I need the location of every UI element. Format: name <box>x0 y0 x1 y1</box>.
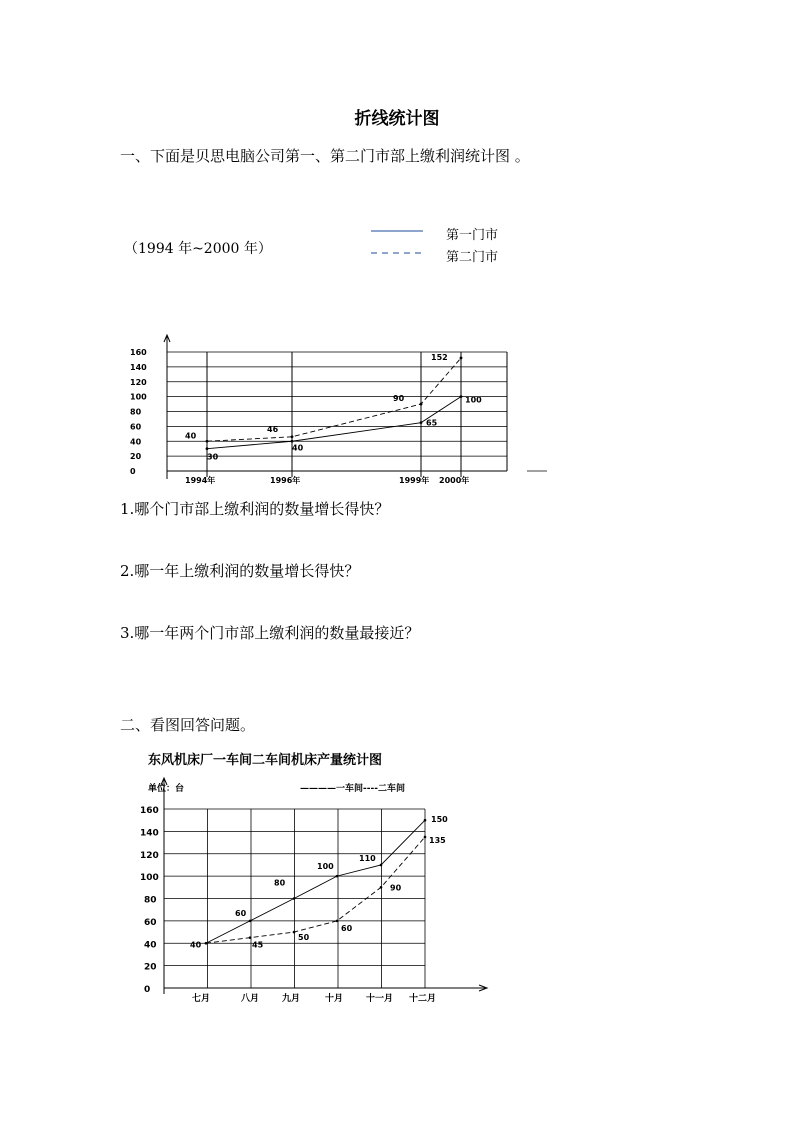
section1-heading: 一、下面是贝思电脑公司第一、第二门市部上缴利润统计图 。 <box>120 147 530 165</box>
data-label: 60 <box>235 908 247 918</box>
x-tick-label: 1996年 <box>270 476 301 485</box>
x-tick-label: 十一月 <box>366 994 394 1004</box>
data-point <box>249 936 252 939</box>
data-label: 40 <box>185 431 197 441</box>
series-line-1 <box>207 397 461 449</box>
y-tick-label: 40 <box>130 437 142 447</box>
chart2-unit-label: 单位：台 <box>148 784 185 794</box>
data-label: 50 <box>298 933 310 943</box>
data-point <box>293 931 296 934</box>
data-point <box>460 357 463 360</box>
y-tick-label: 20 <box>144 962 157 973</box>
data-label: 40 <box>292 443 304 453</box>
y-tick-label: 100 <box>130 392 147 402</box>
data-point <box>336 875 339 878</box>
y-tick-label: 60 <box>144 917 157 928</box>
series-line-2 <box>207 358 461 441</box>
data-label: 135 <box>429 835 446 845</box>
data-point <box>420 403 423 406</box>
x-tick-label: 八月 <box>241 994 260 1004</box>
legend-label-store1: 第一门市 <box>446 228 499 243</box>
data-point <box>249 920 252 923</box>
data-point <box>380 864 383 867</box>
chart2-legend: ————一车间----二车间 <box>300 784 405 794</box>
data-label: 110 <box>359 853 376 863</box>
data-label: 46 <box>267 424 279 434</box>
data-label: 80 <box>274 878 286 888</box>
data-label: 40 <box>190 940 202 950</box>
data-label: 60 <box>341 923 353 933</box>
x-tick-label: 十二月 <box>409 994 437 1004</box>
y-tick-label: 0 <box>130 467 136 476</box>
question-1: 1.哪个门市部上缴利润的数量增长得快？ <box>120 500 390 518</box>
data-label: 30 <box>207 452 219 462</box>
data-point <box>291 435 294 438</box>
page-title: 折线统计图 <box>354 109 440 129</box>
data-label: 90 <box>393 394 405 404</box>
production-line-chart <box>130 745 500 1015</box>
data-label: 100 <box>465 395 482 405</box>
data-point <box>291 440 294 443</box>
data-point <box>293 897 296 900</box>
x-tick-label: 1994年 <box>185 476 216 485</box>
section2-heading: 二、看图回答问题。 <box>120 716 256 734</box>
y-tick-label: 80 <box>144 895 157 906</box>
y-tick-label: 0 <box>144 985 151 995</box>
data-point <box>336 920 339 923</box>
x-tick-label: 1999年 <box>399 476 430 485</box>
y-tick-label: 100 <box>140 873 159 884</box>
data-point <box>420 421 423 424</box>
data-label: 100 <box>317 862 334 872</box>
data-point <box>424 836 427 839</box>
question-2: 2.哪一年上缴利润的数量增长得快？ <box>120 562 360 580</box>
data-point <box>205 942 208 945</box>
x-tick-label: 九月 <box>282 994 301 1004</box>
y-tick-label: 40 <box>144 940 157 951</box>
y-tick-label: 140 <box>140 828 159 839</box>
data-point <box>206 440 209 443</box>
y-tick-label: 160 <box>140 806 159 816</box>
y-tick-label: 60 <box>130 422 142 432</box>
y-tick-label: 160 <box>130 348 147 357</box>
data-point <box>424 819 427 822</box>
data-label: 45 <box>252 940 264 950</box>
y-tick-label: 120 <box>130 377 147 387</box>
profit-line-chart <box>115 330 565 490</box>
year-range-label: （1994 年~2000 年） <box>124 241 272 257</box>
data-point <box>380 886 383 889</box>
data-point <box>460 395 463 398</box>
chart2-title: 东风机床厂一车间二车间机床产量统计图 <box>148 753 383 768</box>
data-label: 65 <box>426 418 438 428</box>
series-line-1 <box>206 820 425 943</box>
question-3: 3.哪一年两个门市部上缴利润的数量最接近？ <box>120 624 420 642</box>
data-point <box>206 447 209 450</box>
legend-label-store2: 第二门市 <box>446 250 499 265</box>
y-tick-label: 20 <box>130 452 142 462</box>
data-label: 150 <box>431 815 448 825</box>
x-tick-label: 七月 <box>192 994 211 1004</box>
y-tick-label: 120 <box>140 850 159 861</box>
x-tick-label: 十月 <box>325 994 344 1004</box>
y-tick-label: 140 <box>130 362 147 372</box>
x-tick-label: 2000年 <box>439 476 470 485</box>
data-label: 90 <box>390 883 402 893</box>
y-tick-label: 80 <box>130 407 142 417</box>
data-label: 152 <box>431 352 448 362</box>
